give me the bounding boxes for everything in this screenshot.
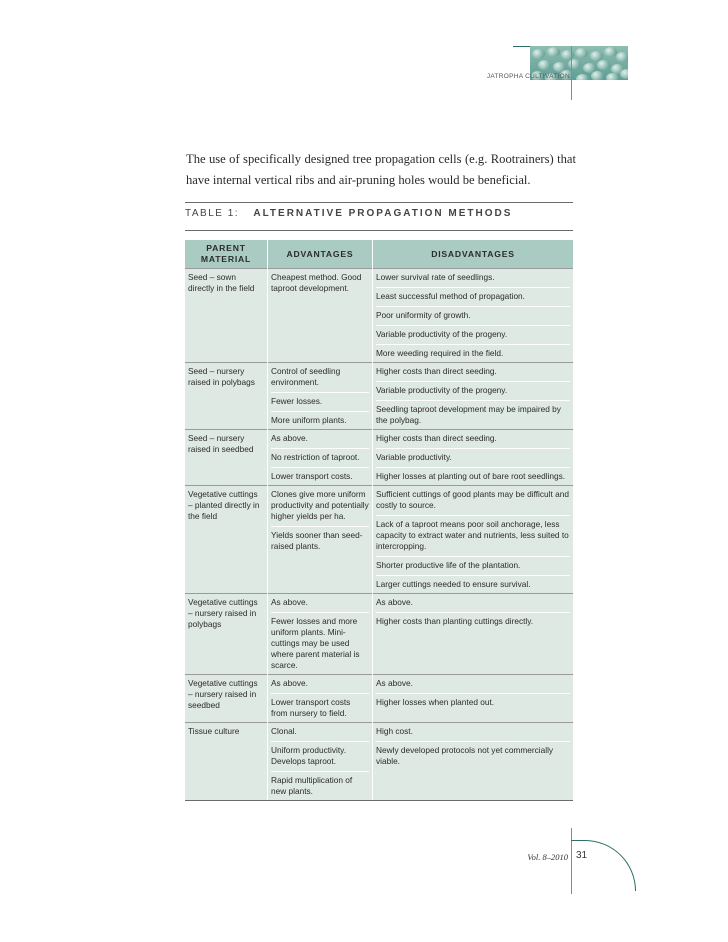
propagation-methods-table <box>185 240 573 801</box>
parent-material-cell: Vegetative cuttings – planted directly in the field <box>185 486 268 594</box>
table-row <box>185 675 573 723</box>
advantages-cell <box>268 269 373 363</box>
advantage-item: Lower transport costs from nursery to field. <box>271 697 351 718</box>
advantage-item: Yields sooner than seed-raised plants. <box>271 530 363 551</box>
advantage-item: Fewer losses. <box>271 396 369 412</box>
disadvantages-cell <box>373 594 574 675</box>
volume-label: Vol. 8–2010 <box>527 852 568 862</box>
advantage-item: Clones give more uniform productivity and potentially higher yields per ha. <box>271 489 369 527</box>
parent-material-cell: Seed – sown directly in the field <box>185 269 268 363</box>
table-row <box>185 363 573 430</box>
disadvantages-cell <box>373 486 574 594</box>
disadvantage-item: Higher costs than direct seeding. <box>376 433 570 449</box>
disadvantage-item: More weeding required in the field. <box>376 348 504 358</box>
table-caption <box>185 208 512 219</box>
table-row <box>185 269 573 363</box>
advantage-item: Fewer losses and more uniform plants. Mini-cuttings may be used where parent material is scarce. <box>271 616 360 670</box>
table-row <box>185 486 573 594</box>
disadvantage-item: Newly developed protocols not yet commercially viable. <box>376 745 554 766</box>
advantages-cell <box>268 675 373 723</box>
table-header-row <box>185 240 573 269</box>
disadvantage-item: Variable productivity. <box>376 452 570 468</box>
advantage-item: Control of seedling environment. <box>271 366 369 393</box>
header-disadvantages: DISADVANTAGES <box>373 240 574 269</box>
advantage-item: Clonal. <box>271 726 369 742</box>
disadvantage-item: Larger cuttings needed to ensure survival. <box>376 579 531 589</box>
disadvantage-item: Sufficient cuttings of good plants may be difficult and costly to source. <box>376 489 570 516</box>
header-advantages: ADVANTAGES <box>268 240 373 269</box>
parent-material-cell: Seed – nursery raised in seedbed <box>185 430 268 486</box>
advantages-cell <box>268 723 373 801</box>
disadvantage-item: High cost. <box>376 726 570 742</box>
advantage-item: Rapid multiplication of new plants. <box>271 775 353 796</box>
disadvantage-item: Variable productivity of the progeny. <box>376 385 570 401</box>
parent-material-cell: Tissue culture <box>185 723 268 801</box>
table-number: TABLE 1: <box>185 208 240 219</box>
disadvantage-item: As above. <box>376 678 570 694</box>
parent-material-cell: Seed – nursery raised in polybags <box>185 363 268 430</box>
table-title: ALTERNATIVE PROPAGATION METHODS <box>253 208 513 219</box>
disadvantage-item: Least successful method of propagation. <box>376 291 570 307</box>
disadvantages-cell <box>373 675 574 723</box>
disadvantages-cell <box>373 269 574 363</box>
page-number: 31 <box>576 850 588 861</box>
disadvantage-item: As above. <box>376 597 570 613</box>
disadvantage-item: Seedling taproot development may be impaired by the polybag. <box>376 404 561 425</box>
header-vertical-rule <box>571 46 572 100</box>
disadvantages-cell <box>373 723 574 801</box>
disadvantage-item: Lack of a taproot means poor soil anchorage, less capacity to extract water and nutrients, less suited to intercropping. <box>376 519 570 557</box>
advantage-item: No restriction of taproot. <box>271 452 369 468</box>
table-row <box>185 723 573 801</box>
disadvantage-item: Higher costs than direct seeding. <box>376 366 570 382</box>
disadvantage-item: Higher costs than planting cuttings directly. <box>376 616 534 626</box>
advantage-item: Uniform productivity. Develops taproot. <box>271 745 369 772</box>
intro-paragraph: The use of specifically designed tree propagation cells (e.g. Rootrainers) that have internal vertical ribs and air-pruning holes would be beneficial. <box>186 152 576 187</box>
disadvantage-item: Shorter productive life of the plantation. <box>376 560 570 576</box>
advantage-item: As above. <box>271 678 369 694</box>
disadvantage-item: Lower survival rate of seedlings. <box>376 272 570 288</box>
table-row <box>185 430 573 486</box>
advantage-item: Lower transport costs. <box>271 471 353 481</box>
parent-material-cell: Vegetative cuttings – nursery raised in polybags <box>185 594 268 675</box>
advantages-cell <box>268 594 373 675</box>
table-row <box>185 594 573 675</box>
disadvantage-item: Poor uniformity of growth. <box>376 310 570 326</box>
disadvantage-item: Variable productivity of the progeny. <box>376 329 570 345</box>
disadvantage-item: Higher losses when planted out. <box>376 697 495 707</box>
caption-top-rule <box>185 202 573 203</box>
running-head: JATROPHA CULTIVATION <box>486 73 570 80</box>
disadvantages-cell <box>373 363 574 430</box>
advantage-item: As above. <box>271 433 369 449</box>
disadvantages-cell <box>373 430 574 486</box>
advantages-cell <box>268 486 373 594</box>
footer-arc-decoration <box>571 840 636 891</box>
advantage-item: As above. <box>271 597 369 613</box>
advantage-item: More uniform plants. <box>271 415 347 425</box>
advantages-cell <box>268 430 373 486</box>
disadvantage-item: Higher losses at planting out of bare root seedlings. <box>376 471 566 481</box>
advantage-item: Cheapest method. Good taproot development. <box>271 272 362 293</box>
header-parent-material: PARENT MATERIAL <box>185 240 268 269</box>
advantages-cell <box>268 363 373 430</box>
caption-bottom-rule <box>185 230 573 231</box>
parent-material-cell: Vegetative cuttings – nursery raised in seedbed <box>185 675 268 723</box>
